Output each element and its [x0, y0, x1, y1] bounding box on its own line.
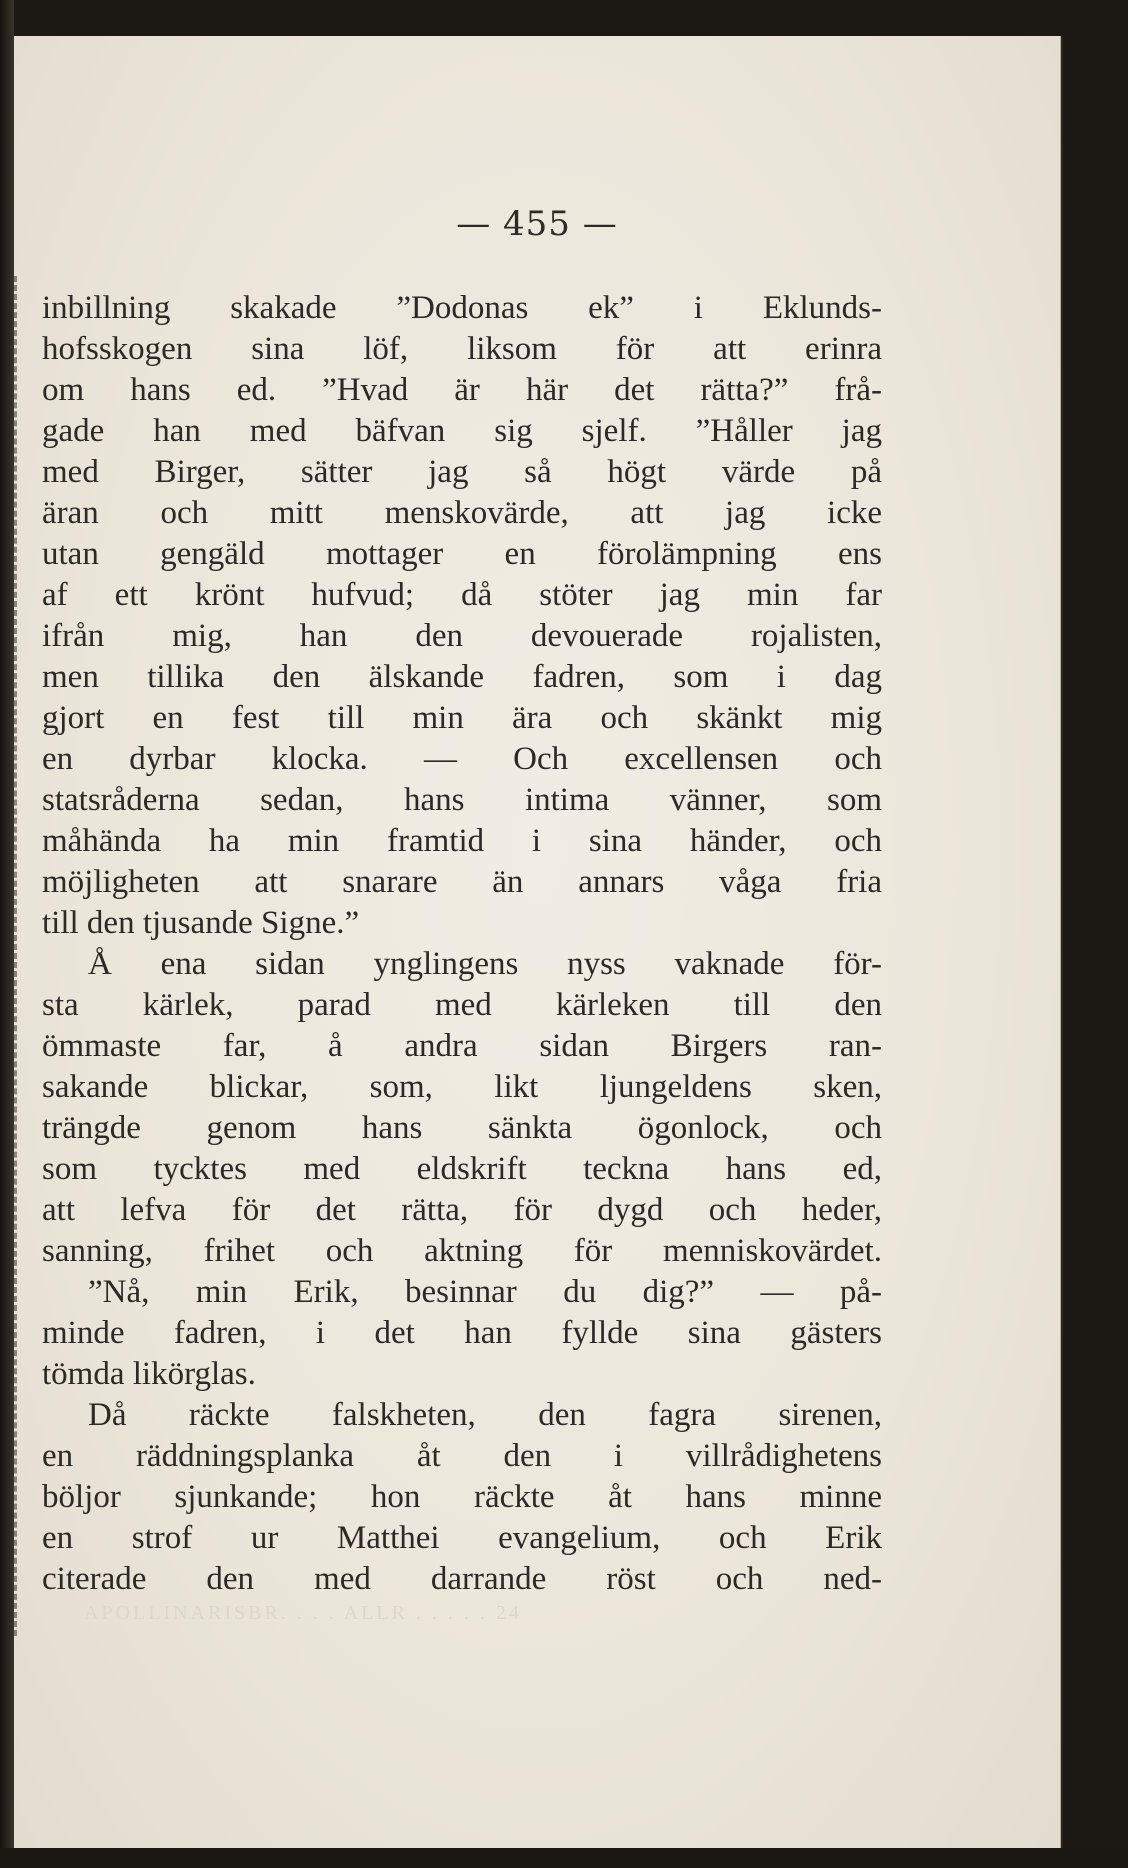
- text-line: af ett krönt hufvud; då stöter jag min far: [42, 577, 882, 613]
- text-line: tömda likörglas.: [42, 1356, 256, 1392]
- text-line: utan gengäld mottager en förolämpning ens: [42, 536, 882, 572]
- text-line: trängde genom hans sänkta ögonlock, och: [42, 1110, 882, 1146]
- text-line: minde fadren, i det han fyllde sina gästers: [42, 1315, 882, 1351]
- text-line: böljor sjunkande; hon räckte åt hans minne: [42, 1479, 882, 1515]
- text-line: gade han med bäfvan sig sjelf. ”Håller jag: [42, 413, 882, 449]
- text-line: men tillika den älskande fadren, som i dag: [42, 659, 882, 695]
- text-line: ömmaste far, å andra sidan Birgers ran-: [42, 1028, 882, 1064]
- text-line: statsråderna sedan, hans intima vänner, som: [42, 782, 882, 818]
- gutter-stitch-marks: [14, 276, 23, 1636]
- text-line: med Birger, sätter jag så högt värde på: [42, 454, 882, 490]
- text-line: sanning, frihet och aktning för menniskovärdet.: [42, 1233, 882, 1269]
- text-line: sakande blickar, som, likt ljungeldens sken,: [42, 1069, 882, 1105]
- text-line: Å ena sidan ynglingens nyss vaknade för-: [88, 946, 882, 982]
- text-line: inbillning skakade ”Dodonas ek” i Eklunds-: [42, 290, 882, 326]
- text-line: gjort en fest till min ära och skänkt mig: [42, 700, 882, 736]
- text-line: måhända ha min framtid i sina händer, och: [42, 823, 882, 859]
- text-line: till den tjusande Signe.”: [42, 905, 360, 941]
- text-line: äran och mitt menskovärde, att jag icke: [42, 495, 882, 531]
- text-line: hofsskogen sina löf, liksom för att erinra: [42, 331, 882, 367]
- text-line: att lefva för det rätta, för dygd och heder,: [42, 1192, 882, 1228]
- text-line: ”Nå, min Erik, besinnar du dig?” — på-: [88, 1274, 882, 1310]
- text-line: möjligheten att snarare än annars våga fria: [42, 864, 882, 900]
- page-number: — 455 —: [456, 204, 618, 244]
- text-line: citerade den med darrande röst och ned-: [42, 1561, 882, 1597]
- body-text: [42, 288, 882, 1600]
- text-line: om hans ed. ”Hvad är här det rätta?” frå-: [42, 372, 882, 408]
- bleed-through-text: APOLLINARISBR. . . . ALLR . . . . . 24: [84, 1602, 522, 1624]
- text-line: en räddningsplanka åt den i villrådighetens: [42, 1438, 882, 1474]
- text-line: som tycktes med eldskrift teckna hans ed,: [42, 1151, 882, 1187]
- text-line: en strof ur Matthei evangelium, och Erik: [42, 1520, 882, 1556]
- text-line: Då räckte falskheten, den fagra sirenen,: [88, 1397, 882, 1433]
- scan-bottom-edge: [0, 1848, 1128, 1868]
- text-line: en dyrbar klocka. — Och excellensen och: [42, 741, 882, 777]
- text-line: ifrån mig, han den devouerade rojalisten,: [42, 618, 882, 654]
- text-line: sta kärlek, parad med kärleken till den: [42, 987, 882, 1023]
- book-binding-edge: [0, 0, 14, 1868]
- book-page: [14, 36, 1061, 1848]
